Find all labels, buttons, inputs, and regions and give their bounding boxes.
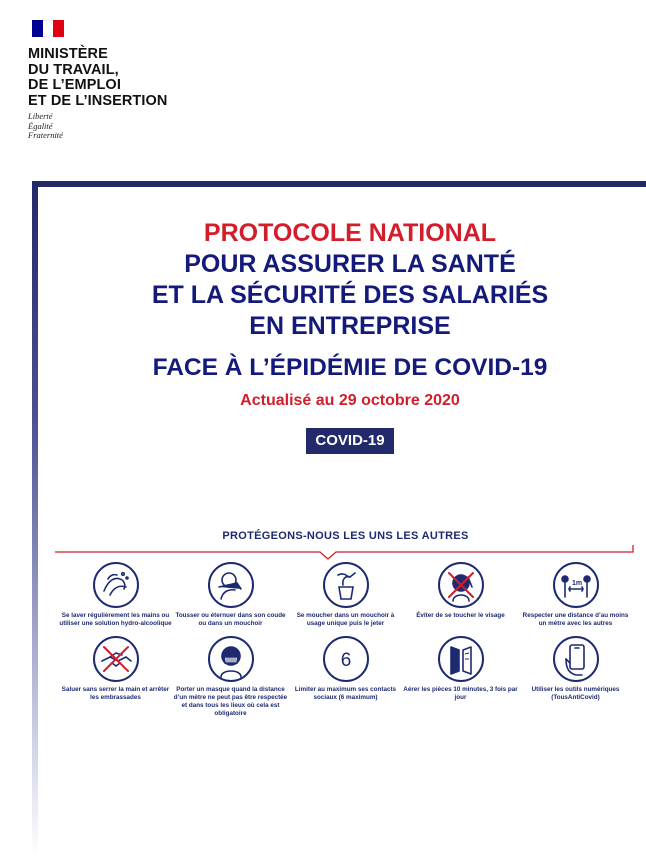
gesture-item <box>173 636 288 718</box>
gesture-item <box>518 636 633 718</box>
gesture-caption: Tousser ou éternuer dans son coude ou dans un mouchoir <box>175 612 286 627</box>
motto-line: Égalité <box>28 120 53 131</box>
ministry-line: DE L’EMPLOI <box>28 77 121 93</box>
gesture-caption: Éviter de se toucher le visage <box>416 612 505 619</box>
mask-icon <box>208 636 254 682</box>
no-handshake-icon <box>93 636 139 682</box>
republic-motto <box>28 112 228 141</box>
gesture-caption: Limiter au maximum ses contacts sociaux (6 maximum) <box>294 686 397 701</box>
subtitle: FACE À L’ÉPIDÉMIE DE COVID-19 <box>152 354 548 381</box>
gesture-item <box>518 562 633 628</box>
gesture-caption: Utiliser les outils numériques (TousAntiCovid) <box>531 686 620 701</box>
french-flag-icon <box>32 20 64 37</box>
title-line-2: POUR ASSURER LA SANTÉ <box>184 250 516 278</box>
contacts-number: 6 <box>340 650 351 671</box>
ministry-logo <box>28 20 228 141</box>
title-line-4: EN ENTREPRISE <box>249 312 451 340</box>
gesture-item <box>173 562 288 628</box>
gesture-caption: Se laver régulièrement les mains ou utiliser une solution hydro-alcoolique <box>59 612 172 627</box>
cough-elbow-icon <box>208 562 254 608</box>
covid-badge: COVID-19 <box>306 428 393 454</box>
update-date: Actualisé au 29 octobre 2020 <box>240 392 460 409</box>
six-contacts-icon <box>323 636 369 682</box>
motto-line: Fraternité <box>28 130 63 140</box>
gesture-caption: Porter un masque quand la distance d’un mètre ne peut pas être respectée et dans tous les lieux où cela est obligatoire <box>173 686 288 717</box>
title-line-1: PROTOCOLE NATIONAL <box>203 219 497 247</box>
barrier-gestures <box>58 562 633 718</box>
ministry-line: DU TRAVAIL, <box>28 61 119 78</box>
gestures-title: PROTÉGEONS-NOUS LES UNS LES AUTRES <box>222 530 469 542</box>
phone-app-icon <box>553 636 599 682</box>
gesture-item <box>58 636 173 718</box>
frame-top-border <box>32 181 646 187</box>
motto-line: Liberté <box>28 111 53 121</box>
tissue-icon <box>323 562 369 608</box>
ministry-name <box>28 47 228 109</box>
no-face-touch-icon <box>438 562 484 608</box>
gesture-caption: Aérer les pièces 10 minutes, 3 fois par jour <box>403 686 518 701</box>
gesture-item <box>288 636 403 718</box>
distance-label: 1m <box>571 580 582 587</box>
gesture-item <box>403 562 518 628</box>
distance-icon <box>553 562 599 608</box>
gesture-caption: Saluer sans serrer la main et arrêter les embrassades <box>61 686 170 701</box>
gesture-caption: Se moucher dans un mouchoir à usage unique puis le jeter <box>296 612 395 627</box>
ministry-line: MINISTÈRE <box>28 46 108 62</box>
ministry-line: ET DE L’INSERTION <box>28 92 168 109</box>
frame-left-border <box>32 181 38 857</box>
ventilation-icon <box>438 636 484 682</box>
gesture-item <box>403 636 518 718</box>
title-line-3: ET LA SÉCURITÉ DES SALARIÉS <box>151 281 549 309</box>
gesture-item <box>58 562 173 628</box>
gesture-item <box>288 562 403 628</box>
gesture-caption: Respecter une distance d’au moins un mètre avec les autres <box>522 612 629 627</box>
title-block <box>60 218 640 454</box>
hand-wash-icon <box>93 562 139 608</box>
